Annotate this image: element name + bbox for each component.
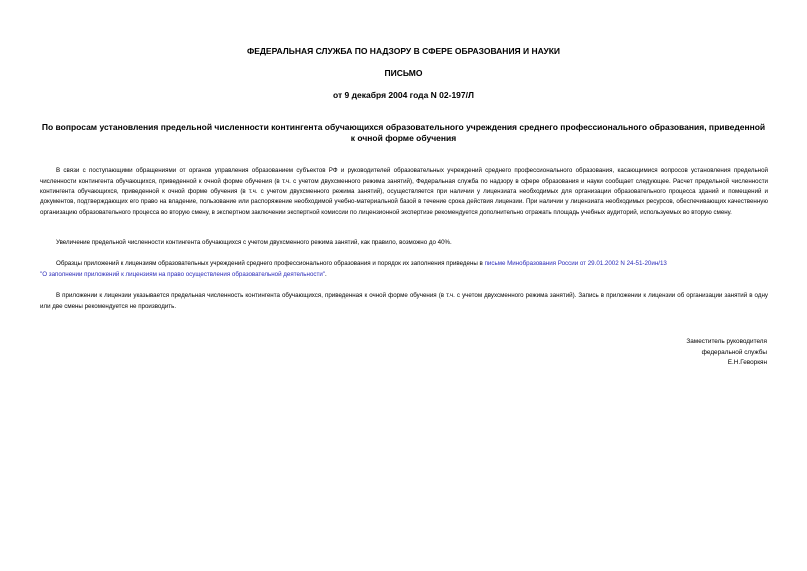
agency-heading: ФЕДЕРАЛЬНАЯ СЛУЖБА ПО НАДЗОРУ В СФЕРЕ ОБРАЗОВАНИЯ И НАУКИ [246,46,561,56]
document-type-heading: ПИСЬМО [384,68,423,78]
signature-position: Заместитель руководителя [686,338,767,345]
ministry-letter-link[interactable]: письме Минобразования России от 29.01.2002 N 24-51-20ин/13 [484,260,667,268]
date-number-heading: от 9 декабря 2004 года N 02-197/Л [333,90,474,100]
paragraph-3 [40,259,768,280]
signature-block [686,337,767,369]
paragraph-4: В приложении к лицензии указывается предельная численность контингента обучающихся, приведенная к очной форме обучения (в т.ч. с учетом двухсменного режима занятий). Запись в приложении к лицензии об организации занятий в одну или две смены рекомендуется не производить. [40,292,768,310]
signature-organization: федеральной службы [701,348,767,356]
paragraph-3-text: Образцы приложений к лицензиям образовательных учреждений среднего профессионального образования и порядок их заполнения приведены в [56,260,485,268]
paragraph-2: Увеличение предельной численности контингента обучающихся с учетом двухсменного режима занятий, как правило, возможно до 40%. [56,239,452,247]
paragraph-1: В связи с поступающими обращениями от органов управления образованием субъектов РФ и руководителей образовательных учреждений среднего профессионального образования, касающимися вопросов установления предельной численности контингента обучающихся, приведенной к очной форме обучения (в т.ч. с учетом двухсменного режима занятий), Федеральная служба по надзору в сфере образования и науки сообщает следующее. Расчет предельной численности контингента обучающихся, приведенной к очной форме обучения (в т.ч. с учетом двухсменного режима занятий), осуществляется при наличии у лицензиата необходимых для организации образовательного процесса зданий и помещений и документов, подтверждающих его право на владение, пользование или распоряжение необходимой учебно-материальной базой в течение срока действия лицензии. При наличии у лицензиата необходимых ресурсов, обеспечивающих качественную организацию образовательного процесса во вторую смену, в экспертном заключении экспертной комиссии по лицензионной экспертизе рекомендуется дополнительно отражать площадь учебных аудиторий, используемых во вторую смену. [40,167,768,216]
paragraph-3-end: . [324,270,327,278]
letter-title: По вопросам установления предельной численности контингента обучающихся образовательного учреждения среднего профессионального образования, приведенной к очной форме обучения [41,122,766,143]
ministry-letter-title-link[interactable]: "О заполнении приложений к лицензиям на право осуществления образовательной деятельности" [40,270,325,278]
signature-name: Е.Н.Геворкян [727,359,767,366]
